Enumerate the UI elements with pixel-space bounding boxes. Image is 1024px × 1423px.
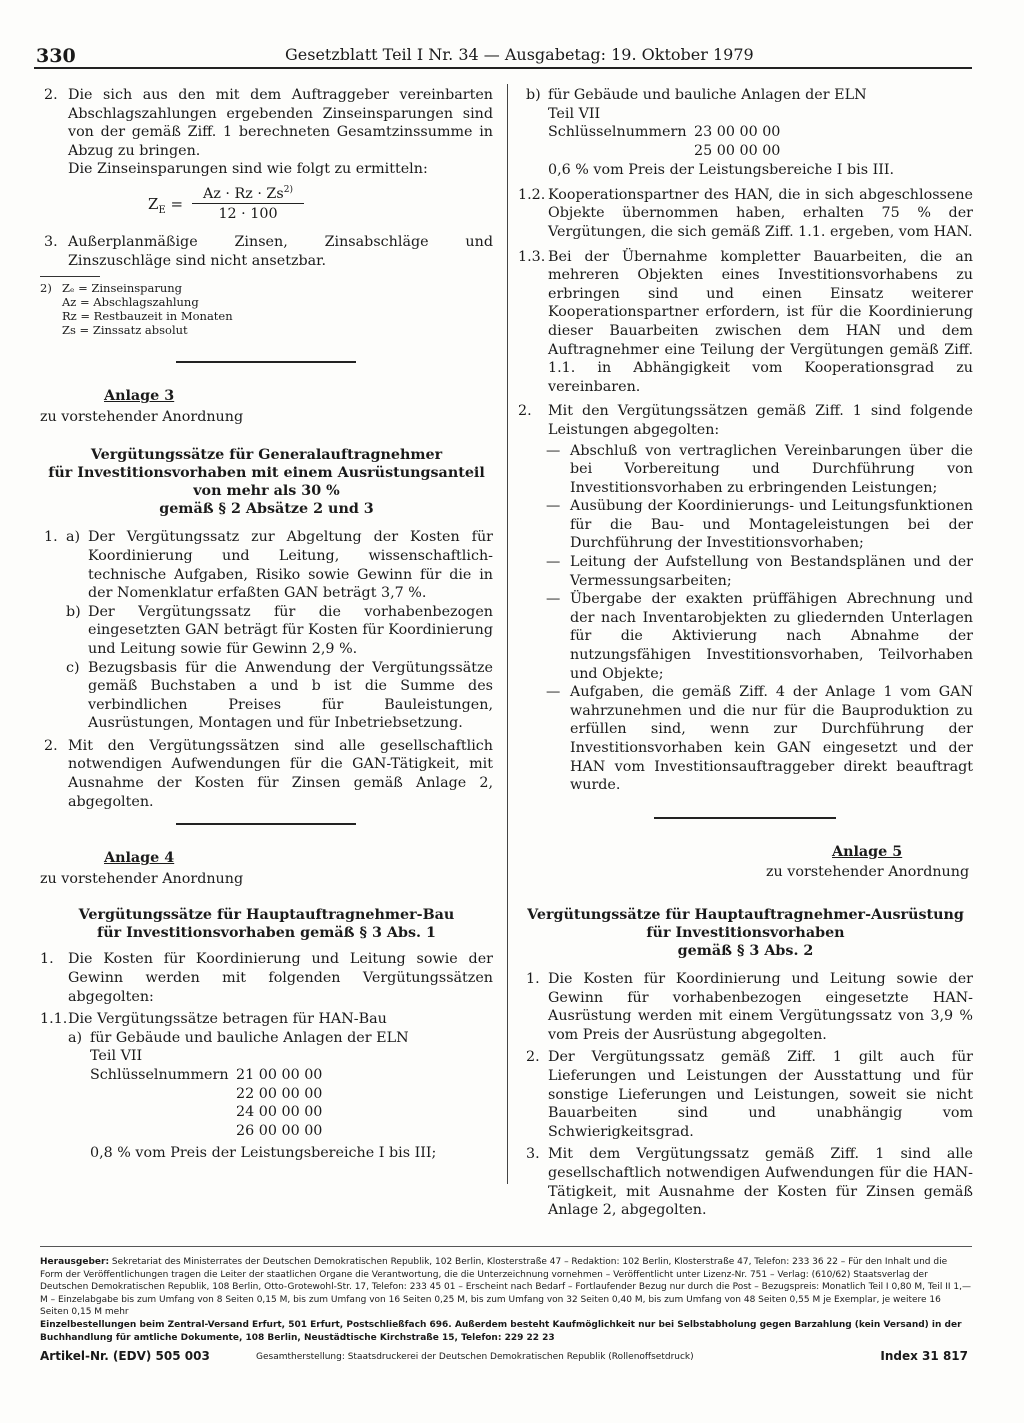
footnote-line: Zs = Zinssatz absolut <box>62 323 188 338</box>
sub-item-label: b) <box>66 603 81 620</box>
item-1-3 <box>518 248 973 397</box>
anlage5-subtitle: zu vorstehender Anordnung <box>766 864 970 881</box>
sub-item-label: b) <box>526 87 541 103</box>
dash-bullet: — <box>546 554 561 571</box>
schluessel-number: 25 00 00 00 <box>694 142 781 159</box>
schluessel-number: 22 00 00 00 <box>236 1085 323 1102</box>
anlage3-heading: Vergütungssätze für Generalauftragnehmer für Investitionsvorhaben mit einem Ausrüstungsanteil von mehr als 30 % gemäß § 2 Absätze 2 und 3 <box>48 447 485 518</box>
anlage4-title: Anlage 4 <box>104 850 175 867</box>
dash-text: Ausübung der Koordinierungs- und Leitungsfunktionen für die Bau- und Montageleistungen bei der Durchführung der Investitionsvorhaben; <box>570 498 973 552</box>
item-text: Bei der Übernahme kompletter Bauarbeiten, die an mehreren Objekten eines Investitionsvorhabens zu erbringen sind und einen Einsatz weiterer Kooperationspartner erfordern, ist für die Koordinierung dieser Bauarbeiten zwischen dem HAN und dem Auftragnehmer eine Teilung der Vergütungen gemäß Ziff. 1.1. in Abhängigkeit vom Kooperationsgrad zu vereinbaren. <box>548 248 973 395</box>
item-number: 3. <box>526 1146 540 1163</box>
order-info: Einzelbestellungen beim Zentral-Versand Erfurt, 501 Erfurt, Postschließfach 696. Außerdem besteht Kaufmöglichkeit nur bei Selbstabholung gegen Barzahlung (kein Versand) in der Buchhandlung für amtliche Dokumente, 108 Berlin, Neustädtische Kirchstraße 15, Telefon: 229 22 23 <box>40 1319 962 1343</box>
item-2 <box>40 86 493 179</box>
sub-item-label: c) <box>66 659 80 676</box>
imprint-label: Herausgeber: <box>40 1257 110 1267</box>
dash-item <box>548 553 973 590</box>
imprint <box>40 1256 972 1366</box>
sub-item-a <box>68 1029 493 1163</box>
section-rule <box>176 823 356 825</box>
dash-text: Leitung der Aufstellung von Bestandsplänen und der Vermessungsarbeiten; <box>570 554 973 589</box>
dash-text: Aufgaben, die gemäß Ziff. 4 der Anlage 1 vom GAN wahrzunehmen und die nur für die Bauproduktion zu erfüllen sind, wenn zur Durchführung der Investitionsvorhaben kein GAN eingesetzt und der HAN vom Investitionsauftraggeber direkt beauftragt wurde. <box>570 684 973 794</box>
section-rule <box>176 361 356 363</box>
schluessel-number: 23 00 00 00 <box>694 124 781 141</box>
dash-text: Übergabe der exakten prüffähigen Abrechnung und der nach Inventarobjekten zu gliedernden Unterlagen für die Aktivierung nach Abnahme der nutzungsfähigen Investitionsvorhaben, Teilvorhaben und Objekte; <box>570 591 973 682</box>
printer-info: Gesamtherstellung: Staatsdruckerei der Deutschen Demokratischen Republik (Rollenoffsetdruck) <box>256 1352 694 1363</box>
footer-bottom-line <box>40 1350 972 1366</box>
item-1-2 <box>518 186 973 242</box>
item-number: 2. <box>518 403 532 420</box>
formula-numerator: $Az \cdot Rz \cdot Zs^{2)}$ <box>192 181 304 204</box>
schluessel-list <box>236 1066 322 1140</box>
dash-item <box>548 683 973 795</box>
footnote-mark: 2) <box>40 281 52 296</box>
teil-label: Teil VII <box>90 1048 143 1065</box>
schluessel-block <box>548 123 973 161</box>
item-text: Außerplanmäßige Zinsen, Zinsabschläge und Zinszuschläge sind nicht ansetzbar. <box>68 233 493 269</box>
rate-text: 0,6 % vom Preis der Leistungsbereiche I bis III. <box>548 162 895 179</box>
anlage4-heading: Vergütungssätze für Hauptauftragnehmer-Bau für Investitionsvorhaben gemäß § 3 Abs. 1 <box>78 907 455 942</box>
item-number: 3. <box>44 233 58 250</box>
item-text: Mit den Vergütungssätzen gemäß Ziff. 1 sind folgende Leistungen abgegolten: <box>548 403 973 438</box>
dash-text: Abschluß von vertraglichen Vereinbarungen über die bei Vorbereitung und Durchführung von Investitionsvorhaben zu erbringenden Leistungen; <box>570 442 973 496</box>
article-number: Artikel-Nr. (EDV) 505 003 <box>40 1349 210 1364</box>
item-number: 1.3. <box>518 248 546 265</box>
anlage3-item-2 <box>40 737 493 811</box>
sub-item-text: für Gebäude und bauliche Anlagen der ELN <box>548 87 867 103</box>
zins-intro: Die Zinseinsparungen sind wie folgt zu ermitteln: <box>68 161 428 178</box>
anlage5-item-1 <box>518 970 973 1044</box>
item-text: Mit den Vergütungssätzen sind alle gesellschaftlich notwendigen Aufwendungen für die GAN-Tätigkeit, mit Ausnahme der Kosten für Zinsen gemäß Anlage 2, abgegolten. <box>68 737 493 810</box>
sub-item-c <box>66 659 493 733</box>
item-number: 1. <box>526 970 540 987</box>
item-number: 1.1. <box>40 1011 68 1028</box>
section-rule <box>654 817 836 819</box>
anlage4-subtitle: zu vorstehender Anordnung <box>40 870 244 887</box>
sub-item-a <box>66 528 493 602</box>
rate-text: 0,8 % vom Preis der Leistungsbereiche I bis III; <box>90 1145 437 1161</box>
sub-item-text: Der Vergütungssatz für die vorhabenbezogen eingesetzten GAN beträgt für Kosten für Koordinierung und Leitung sowie für Gewinn 2,9 %. <box>88 603 493 657</box>
dash-bullet: — <box>546 442 561 459</box>
zins-formula <box>40 181 493 231</box>
formula-lhs: $Z_E$ = <box>148 194 184 216</box>
schluessel-number: 26 00 00 00 <box>236 1122 323 1139</box>
footnote-line: Rz = Restbauzeit in Monaten <box>62 309 233 324</box>
dash-item <box>548 497 973 553</box>
dash-item <box>548 590 973 683</box>
item-text: Die sich aus den mit dem Auftraggeber vereinbarten Abschlagszahlungen ergebenden Zinseinsparungen sind von der gemäß Ziff. 1 berechneten Gesamtzinssumme in Abzug zu bringen. <box>68 87 493 159</box>
sub-item-text: Bezugsbasis für die Anwendung der Vergütungssätze gemäß Buchstaben a und b ist die Summe des verbindlichen Preises für Bauleistungen, Ausrüstungen, Montagen und für Inbetriebsetzung. <box>88 659 493 732</box>
item-number: 2. <box>44 87 58 103</box>
right-column <box>518 86 973 1220</box>
item-number: 2. <box>44 737 58 754</box>
dash-item <box>548 442 973 498</box>
schluessel-number: 21 00 00 00 <box>236 1067 323 1083</box>
schluessel-block <box>90 1066 493 1142</box>
sub-item-b <box>518 86 973 180</box>
formula-denominator: 12 · 100 <box>218 205 278 222</box>
footer-rule <box>40 1246 972 1247</box>
item-text: Die Kosten für Koordinierung und Leitung sowie der Gewinn für vorhabenbezogen eingesetzte HAN-Ausrüstung werden mit einem Vergütungssatz von 3,9 % vom Preis der Ausrüstung abgegolten. <box>548 970 973 1043</box>
item-text: Mit dem Vergütungssatz gemäß Ziff. 1 sind alle gesellschaftlich notwendigen Aufwendungen für die HAN-Tätigkeit, mit Ausnahme der Kosten für Zinsen gemäß Anlage 2, abgegolten. <box>548 1146 973 1219</box>
sub-item-text: Der Vergütungssatz zur Abgeltung der Kosten für Koordinierung und Leitung, wissenschaftlich-technische Aufgaben, Risiko sowie Gewinn für die in der Nomenklatur erfaßten GAN beträgt 3,7 %. <box>88 529 493 602</box>
item-3 <box>40 233 493 270</box>
anlage3-item-1 <box>40 528 493 733</box>
item-text: Der Vergütungssatz gemäß Ziff. 1 gilt auch für Lieferungen und Leistungen der Ausstattung und für sonstige Lieferungen und Leistungen, soweit sie nicht Bauarbeiten sind und unabhängig vom Schwierigkeitsgrad. <box>548 1049 973 1140</box>
sub-item-label: a) <box>68 1029 83 1046</box>
column-divider <box>507 84 508 1184</box>
footnote-line: Zₑ = Zinseinsparung <box>62 281 183 296</box>
imprint-text: Sekretariat des Ministerrates der Deutschen Demokratischen Republik, 102 Berlin, Klosterstraße 47 – Redaktion: 102 Berlin, Klosterstraße 47, Telefon: 233 36 22 – Für den Inhalt und die Form der Veröffentlichungen tragen die Leiter der staatlichen Organe die Verantwortung, die die Unterzeichnung vornehmen – Veröffentlicht unter Lizenz-Nr. 751 – Verlag: (610/62) Staatsverlag der Deutschen Demokratischen Republik, 108 Berlin, Otto-Grotewohl-Str. 17, Telefon: 233 45 01 – Erscheint nach Bedarf – Fortlaufender Bezug nur durch die Post – Bezugspreis: Monatlich Teil I 0,80 M, Teil II 1,— M – Einzelabgabe bis zum Umfang von 8 Seiten 0,15 M, bis zum Umfang von 16 Seiten 0,25 M, bis zum Umfang von 32 Seiten 0,40 M, bis zum Umfang von 48 Seiten 0,55 M je Exemplar, je weitere 16 Seiten 0,15 M mehr <box>40 1257 971 1318</box>
anlage5-item-3 <box>518 1145 973 1219</box>
page-header-title: Gesetzblatt Teil I Nr. 34 — Ausgabetag: 19. Oktober 1979 <box>285 45 754 64</box>
anlage4-item-1 <box>40 950 493 1006</box>
sub-item-b <box>66 603 493 659</box>
item-number: 1.2. <box>518 186 546 203</box>
footnote-rule <box>40 276 100 277</box>
dash-bullet: — <box>546 684 561 701</box>
schluessel-list <box>694 123 780 160</box>
item-2 <box>518 402 973 794</box>
sub-item-text: für Gebäude und bauliche Anlagen der ELN <box>90 1029 409 1046</box>
schluessel-label: Schlüsselnummern <box>90 1067 229 1083</box>
dash-bullet: — <box>546 591 561 608</box>
anlage4-item-1-1 <box>40 1010 493 1162</box>
anlage3-subtitle: zu vorstehender Anordnung <box>40 408 244 425</box>
left-column <box>40 86 493 1163</box>
item-number: 1. <box>44 529 58 546</box>
item-text: Die Vergütungssätze betragen für HAN-Bau <box>68 1011 387 1028</box>
index-number: Index 31 817 <box>880 1349 968 1364</box>
imprint-paragraph <box>40 1256 972 1319</box>
schluessel-number: 24 00 00 00 <box>236 1104 323 1121</box>
header-rule <box>34 67 972 69</box>
anlage5-title: Anlage 5 <box>832 843 903 860</box>
anlage5-item-2 <box>518 1048 973 1141</box>
footnotes <box>40 281 493 337</box>
page-number: 330 <box>36 45 76 67</box>
dash-bullet: — <box>546 498 561 515</box>
sub-item-label: a) <box>66 529 81 546</box>
item-number: 2. <box>526 1049 540 1066</box>
schluessel-label: Schlüsselnummern <box>548 124 687 141</box>
item-text: Die Kosten für Koordinierung und Leitung sowie der Gewinn werden mit folgenden Vergütungssätzen abgegolten: <box>68 951 493 1005</box>
item-number: 1. <box>40 951 54 968</box>
item-text: Kooperationspartner des HAN, die in sich abgeschlossene Objekte übernommen haben, erhalten 75 % der Vergütungen, die sich gemäß Ziff. 1.1. ergeben, vom HAN. <box>548 186 973 240</box>
footnote-line: Az = Abschlagszahlung <box>62 295 199 310</box>
anlage3-title: Anlage 3 <box>104 388 175 405</box>
teil-label: Teil VII <box>548 105 601 122</box>
anlage5-heading: Vergütungssätze für Hauptauftragnehmer-Ausrüstung für Investitionsvorhaben gemäß § 3 Abs. 2 <box>527 906 964 959</box>
